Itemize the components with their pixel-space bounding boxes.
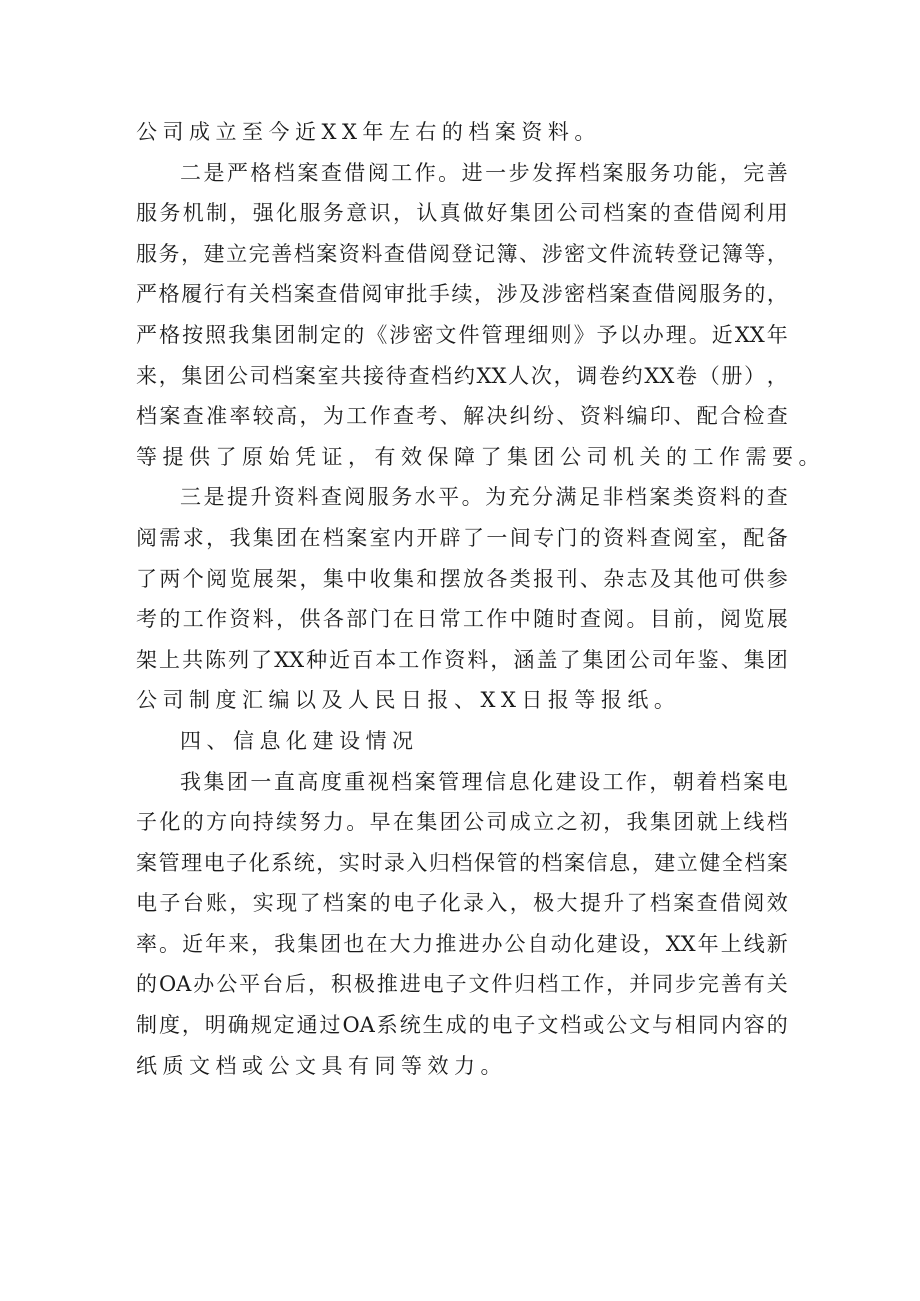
- document-body: [136, 112, 825, 1086]
- text-line: 电 子 台 账 ， 实 现 了 档 案 的 电 子 化 录 入 ， 极 大 提 升 了 档 案 查 借 阅 效: [136, 891, 788, 916]
- text-line: 案 管 理 电 子 化 系 统 ， 实 时 录 入 归 档 保 管 的 档 案 信 息 ， 建 立 健 全 档 案: [136, 850, 788, 875]
- text-line: 严 格 履 行 有 关 档 案 查 借 阅 审 批 手 续 ， 涉 及 涉 密 档 案 查 借 阅 服 务 的 ，: [136, 282, 788, 307]
- text-line: 严 格 按 照 我 集 团 制 定 的 《 涉 密 文 件 管 理 细 则 》 予 以 办 理 。 近 XX 年: [136, 322, 788, 347]
- text-line: 档 案 查 准 率 较 高 ， 为 工 作 查 考 、 解 决 纠 纷 、 资 料 编 印 、 配 合 检 查: [136, 404, 788, 429]
- text-line: 公司成立至今近XX年左右的档案资料。: [136, 120, 601, 144]
- text-line: 服 务 机 制 ， 强 化 服 务 意 识 ， 认 真 做 好 集 团 公 司 档 案 的 查 借 阅 利 用: [136, 201, 788, 226]
- text-line: 子 化 的 方 向 持 续 努 力 。 早 在 集 团 公 司 成 立 之 初 ， 我 集 团 就 上 线 档: [136, 810, 788, 835]
- text-line: 阅 需 求 ， 我 集 团 在 档 案 室 内 开 辟 了 一 间 专 门 的 资 料 查 阅 室 ， 配 备: [136, 525, 788, 550]
- text-line: 来 ， 集 团 公 司 档 案 室 共 接 待 查 档 约 XX 人 次 ， 调 卷 约 XX 卷 （ 册 ） ，: [136, 363, 788, 388]
- text-line: 三 是 提 升 资 料 查 阅 服 务 水 平 。 为 充 分 满 足 非 档 案 类 资 料 的 查: [180, 485, 788, 510]
- text-line: 的 OA 办 公 平 台 后 ， 积 极 推 进 电 子 文 件 归 档 工 作 ， 并 同 步 完 善 有 关: [136, 972, 788, 997]
- text-line: 公司制度汇编以及人民日报、XX日报等报纸。: [136, 688, 681, 713]
- text-line: 服 务 ， 建 立 完 善 档 案 资 料 查 借 阅 登 记 簿 、 涉 密 文 件 流 转 登 记 簿 等 ，: [136, 241, 788, 266]
- text-line: 了 两 个 阅 览 展 架 ， 集 中 收 集 和 摆 放 各 类 报 刊 、 杂 志 及 其 他 可 供 参: [136, 566, 788, 591]
- text-line: 考 的 工 作 资 料 ， 供 各 部 门 在 日 常 工 作 中 随 时 查 阅 。 目 前 ， 阅 览 展: [136, 607, 788, 632]
- text-line: 四、信息化建设情况: [180, 728, 419, 753]
- text-line: 二 是 严 格 档 案 查 借 阅 工 作 。 进 一 步 发 挥 档 案 服 务 功 能 ， 完 善: [180, 160, 788, 185]
- text-line: 制 度 ， 明 确 规 定 通 过 OA 系 统 生 成 的 电 子 文 档 或 公 文 与 相 同 内 容 的: [136, 1013, 788, 1038]
- text-line: 等提供了原始凭证，有效保障了集团公司机关的工作需要。: [136, 444, 825, 469]
- text-line: 率 。 近 年 来 ， 我 集 团 也 在 大 力 推 进 办 公 自 动 化 建 设 ， XX 年 上 线 新: [136, 931, 788, 956]
- text-line: 纸质文档或公文具有同等效力。: [136, 1053, 507, 1078]
- text-line: 架 上 共 陈 列 了 XX 种 近 百 本 工 作 资 料 ， 涵 盖 了 集 团 公 司 年 鉴 、 集 团: [136, 647, 788, 672]
- text-line: 我 集 团 一 直 高 度 重 视 档 案 管 理 信 息 化 建 设 工 作 ， 朝 着 档 案 电: [180, 769, 788, 794]
